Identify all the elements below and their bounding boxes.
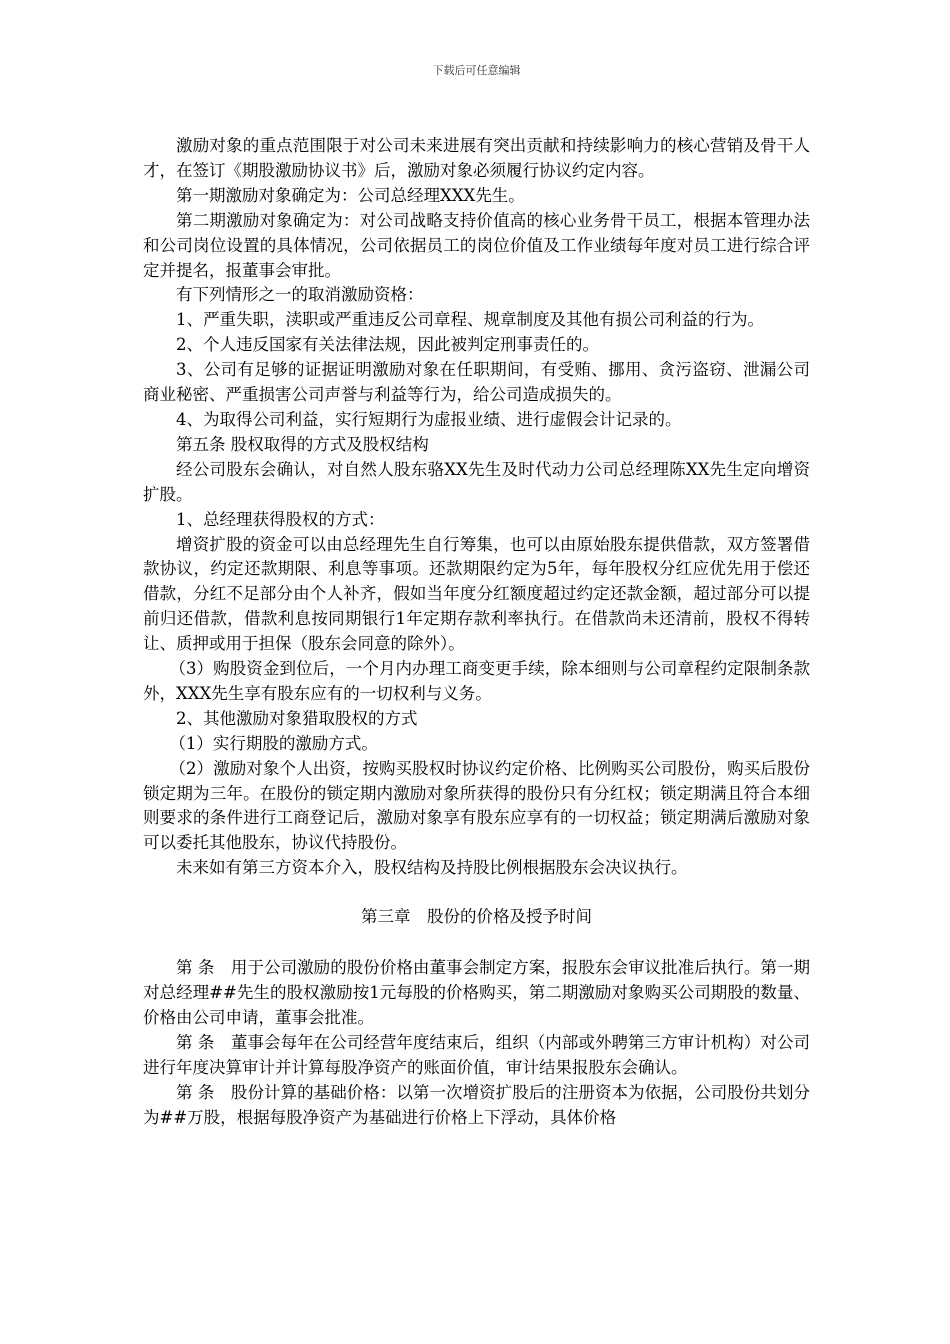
paragraph: 有下列情形之一的取消激励资格： [176,285,424,305]
list-item: （1）实行期股的激励方式。 [169,733,378,753]
paragraph: 增资扩股的资金可以由总经理先生自行筹集，也可以由原始股东提供借款，双方签署借款协议，约定还款期限、利息等事项。还款期限约定为5年，每年股权分红应优先用于偿还借款，分红不足部分由个人补齐，假如当年度分红额度超过约定还款金额，超过部分可以提前归还借款，借款利息按同期银行1年定期存款利率执行。在借款尚未还清前，股权不得转让、质押或用于担保（股东会同意的除外）。 [143,534,810,654]
list-item: 1、总经理获得股权的方式： [176,509,385,529]
list-item: 4、为取得公司利益，实行短期行为虚报业绩、进行虚假会计记录的。 [176,409,682,429]
list-item: 1、严重失职，渎职或严重违反公司章程、规章制度及其他有损公司利益的行为。 [176,310,764,330]
paragraph: 未来如有第三方资本介入，股权结构及持股比例根据股东会决议执行。 [176,858,688,878]
article-paragraph: 第 条 股份计算的基础价格：以第一次增资扩股后的注册资本为依据，公司股份共划分为##万股，根据每股净资产为基础进行价格上下浮动，具体价格 [143,1082,810,1127]
paragraph: 经公司股东会确认，对自然人股东骆XX先生及时代动力公司总经理陈XX先生定向增资扩股。 [143,459,810,504]
article-paragraph: 第 条 董事会每年在公司经营年度结束后，组织（内部或外聘第三方审计机构）对公司进行年度决算审计并计算每股净资产的账面价值，审计结果报股东会确认。 [143,1032,810,1077]
page-header: 下载后可任意编辑 [432,64,521,77]
list-item: 2、个人违反国家有关法律法规，因此被判定刑事责任的。 [176,335,599,355]
paragraph: 第二期激励对象确定为：对公司战略支持价值高的核心业务骨干员工，根据本管理办法和公司岗位设置的具体情况，公司依据员工的岗位价值及工作业绩每年度对员工进行综合评定并提名，报董事会审批。 [143,210,810,280]
article-paragraph: 第 条 用于公司激励的股份价格由董事会制定方案，报股东会审议批准后执行。第一期对总经理##先生的股权激励按1元每股的价格购买，第二期激励对象购买公司期股的数量、价格由公司申请，董事会批准。 [143,958,810,1027]
list-item: （2）激励对象个人出资，按购买股权时协议约定价格、比例购买公司股份，购买后股份锁定期为三年。在股份的锁定期内激励对象所获得的股份只有分红权；锁定期满且符合本细则要求的条件进行工商登记后，激励对象享有股东应享有的一切权益；锁定期满后激励对象可以委托其他股东，协议代持股份。 [143,758,810,853]
paragraph: 第一期激励对象确定为：公司总经理XXX先生。 [176,185,525,205]
chapter-title: 第三章 股份的价格及授予时间 [361,907,592,927]
list-item: 2、其他激励对象猎取股权的方式 [176,708,418,728]
article-heading: 第五条 股权取得的方式及股权结构 [176,434,429,454]
list-item: 3、公司有足够的证据证明激励对象在任职期间，有受贿、挪用、贪污盗窃、泄漏公司商业秘密、严重损害公司声誉与利益等行为，给公司造成损失的。 [143,360,810,405]
list-item: （3）购股资金到位后，一个月内办理工商变更手续，除本细则与公司章程约定限制条款外，XXX先生享有股东应有的一切权利与义务。 [143,659,810,703]
paragraph: 激励对象的重点范围限于对公司未来进展有突出贡献和持续影响力的核心营销及骨干人才，在签订《期股激励协议书》后，激励对象必须履行协议约定内容。 [143,136,810,180]
document-body [143,134,810,1130]
